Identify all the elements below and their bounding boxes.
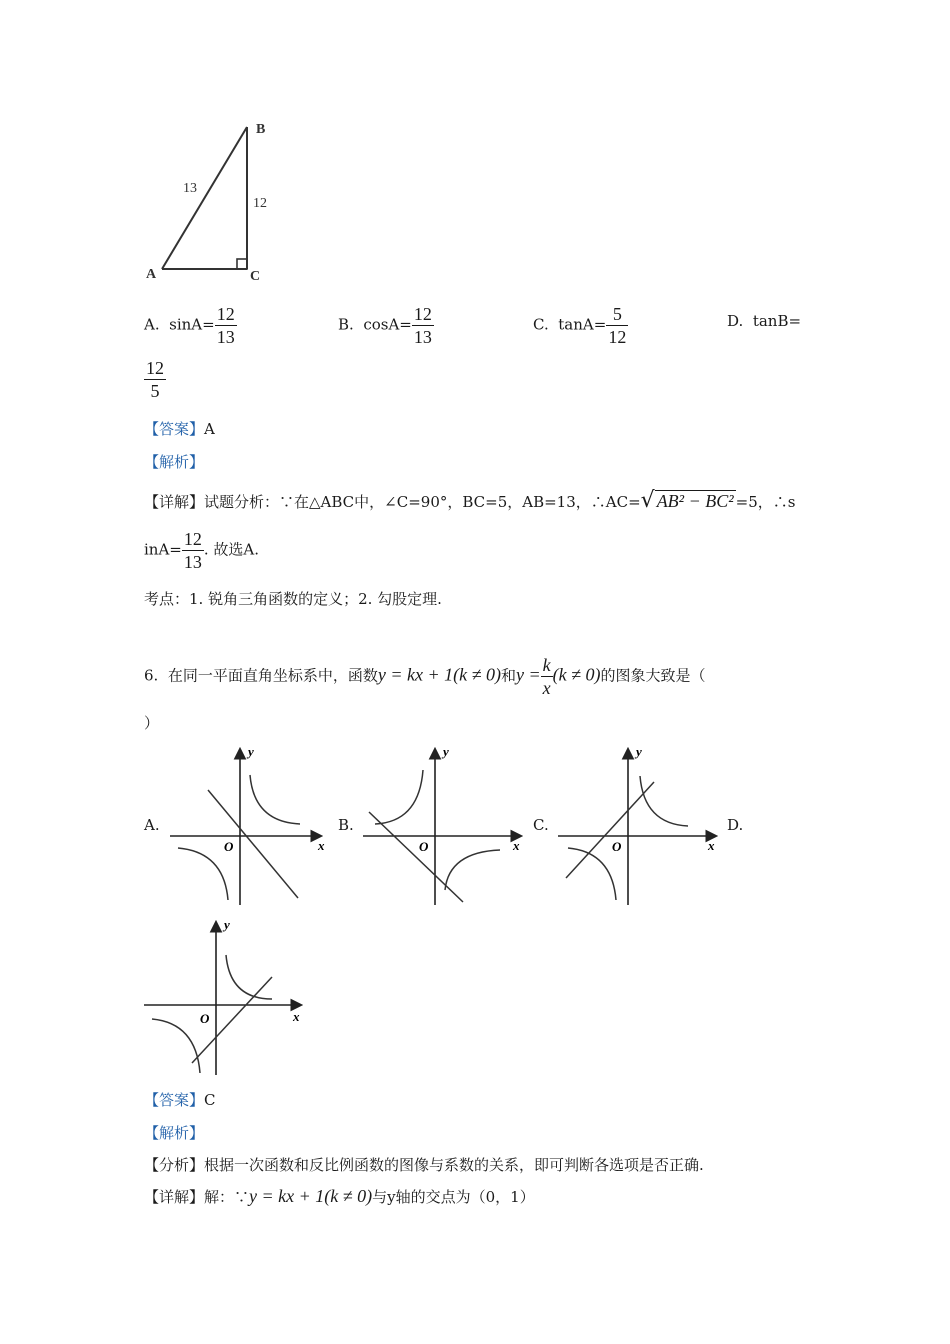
- q5-option-b: B. cosA= $\frac{12}{13}$: [338, 304, 432, 347]
- axis-x-label: x: [293, 1009, 300, 1024]
- q5-kaodian: 考点：1. 锐角三角函数的定义；2. 勾股定理.: [144, 590, 442, 608]
- axis-y-label: y: [248, 744, 254, 759]
- q6-question: 6. 在同一平面直角坐标系中，函数y = kx + 1(k ≠ 0)和y = $\frac{k}{x}$ (k ≠ 0)的图象大致是（: [144, 655, 706, 698]
- fraction: $\frac{12}{13}$: [216, 304, 235, 347]
- graph-c: [550, 740, 730, 910]
- graph-d: [140, 915, 320, 1080]
- q5-detail-line1: 【详解】试题分析：∵在△ABC中，∠C=90°，BC=5，AB=13，∴AC=√ AB² − BC² =5，∴s: [144, 488, 796, 513]
- axis-y-label: y: [224, 917, 230, 932]
- origin-label: O: [419, 839, 429, 854]
- axis-x-label: x: [513, 838, 520, 853]
- axis-x-label: x: [318, 838, 325, 853]
- origin-label: O: [612, 839, 622, 854]
- side-ab-label: 13: [183, 181, 197, 196]
- graph-b: [355, 740, 535, 910]
- vertex-a-label: A: [146, 267, 157, 282]
- vertex-b-label: B: [256, 122, 266, 137]
- q6-detail: 【详解】解：∵y = kx + 1(k ≠ 0)与y轴的交点为（0，1）: [144, 1186, 535, 1206]
- graph-letter-c: C.: [533, 816, 549, 834]
- graph-letter-b: B.: [338, 816, 354, 834]
- triangle-figure: [140, 115, 280, 290]
- q6-close-paren: ）: [144, 714, 160, 732]
- q6-analysis: 【解析】: [144, 1124, 205, 1142]
- origin-label: O: [224, 839, 234, 854]
- q5-option-a: A. sinA= $\frac{12}{13}$: [144, 304, 235, 347]
- vertex-c-label: C: [250, 269, 261, 284]
- fraction: $\frac{12}{13}$: [413, 304, 432, 347]
- q5-option-c: C. tanA= $\frac{5}{12}$: [533, 304, 627, 347]
- q5-detail-line2: inA= $\frac{12}{13}$ . 故选A.: [144, 529, 259, 572]
- sqrt-expression: √ AB² − BC²: [640, 488, 734, 513]
- q5-analysis: 【解析】: [144, 453, 205, 471]
- q6-fenxi: 【分析】根据一次函数和反比例函数的图像与系数的关系，即可判断各选项是否正确.: [144, 1156, 704, 1174]
- q5-answer: 【答案】A: [144, 420, 215, 438]
- graph-letter-d: D.: [727, 816, 744, 834]
- q5-option-d-fraction: $\frac{12}{5}$: [146, 358, 164, 401]
- q6-answer: 【答案】C: [144, 1091, 216, 1109]
- graph-a: [160, 740, 340, 910]
- axis-y-label: y: [636, 744, 642, 759]
- axis-x-label: x: [708, 838, 715, 853]
- q5-option-d: D. tanB=: [727, 312, 802, 330]
- origin-label: O: [200, 1011, 210, 1026]
- fraction: $\frac{5}{12}$: [608, 304, 627, 347]
- side-bc-label: 12: [253, 196, 267, 211]
- axis-y-label: y: [443, 744, 449, 759]
- graph-letter-a: A.: [144, 816, 160, 834]
